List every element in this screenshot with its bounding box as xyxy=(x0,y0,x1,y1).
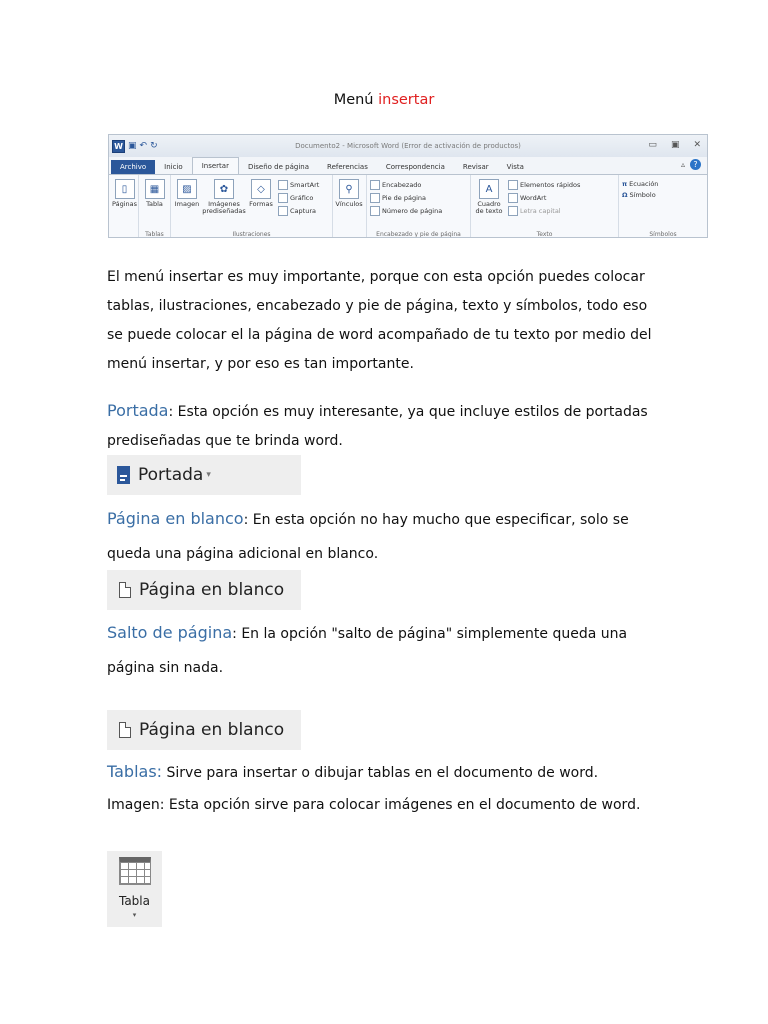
word-logo-icon: W xyxy=(112,140,125,153)
imagen-paragraph: Imagen: Esta opción sirve para colocar imágenes en el documento de word. xyxy=(107,797,641,813)
intro-paragraph: El menú insertar es muy importante, porque con esta opción puedes colocar tablas, ilustraciones, encabezado y pie de página, texto y símbolos, todo eso se puede colocar el la página de word acompañado de tu texto por medio del menú insertar, y por eso es tan importante. xyxy=(107,269,652,372)
table-icon: ▦ xyxy=(145,179,165,199)
tab-insertar[interactable]: Insertar xyxy=(192,157,239,174)
quick-parts-icon xyxy=(508,180,518,190)
ribbon-screenshot xyxy=(108,134,708,238)
close-icon[interactable]: ✕ xyxy=(693,140,701,150)
group-vinculos xyxy=(333,175,367,238)
elementos-button[interactable]: Elementos rápidos xyxy=(508,180,580,190)
imagen-ribbon-button[interactable]: ▨ Imagen xyxy=(174,179,200,238)
ecuacion-button[interactable]: π Ecuación xyxy=(622,180,659,188)
pagina-blanco-button[interactable]: Página en blanco xyxy=(107,570,301,610)
tablas-term: Tablas: xyxy=(107,762,163,781)
tab-vista[interactable]: Vista xyxy=(506,163,524,171)
clipart-icon: ✿ xyxy=(214,179,234,199)
blank-page-icon xyxy=(119,722,131,738)
group-ilustraciones: ▨ Imagen ✿ Imágenes prediseñadas ◇ Formas SmartArt Gráfico Captura Ilustraciones xyxy=(171,175,333,238)
formas-button[interactable]: ◇ Formas xyxy=(248,179,274,238)
captura-button[interactable]: Captura xyxy=(278,206,319,216)
group-paginas xyxy=(109,175,139,238)
minimize-icon[interactable]: ▭ xyxy=(648,140,657,150)
pie-button[interactable]: Pie de página xyxy=(370,193,442,203)
chevron-down-icon: ▾ xyxy=(206,470,211,480)
header-icon xyxy=(370,180,380,190)
page-title: Menú insertar xyxy=(333,92,435,108)
cuadro-texto-button[interactable]: A Cuadro de texto xyxy=(474,179,504,238)
cover-page-icon xyxy=(117,466,130,484)
omega-icon: Ω xyxy=(622,191,628,199)
drop-cap-icon xyxy=(508,206,518,216)
chevron-down-icon: ▾ xyxy=(132,911,137,919)
tabla-ribbon-button[interactable]: ▦ Tabla xyxy=(142,179,167,238)
salto-paragraph: Salto de página: En la opción "salto de página" simplemente queda una página sin nada. xyxy=(107,623,628,676)
quick-access-toolbar xyxy=(109,140,158,153)
wordart-icon xyxy=(508,193,518,203)
pi-icon: π xyxy=(622,180,628,188)
ribbon-tabs xyxy=(109,157,707,174)
portada-paragraph: Portada: Esta opción es muy interesante, ya que incluye estilos de portadas prediseñadas que te brinda word. xyxy=(107,401,648,449)
pages-icon: ▯ xyxy=(115,179,135,199)
collapse-ribbon-icon[interactable]: ▵ xyxy=(680,160,685,169)
tab-referencias[interactable]: Referencias xyxy=(327,163,368,171)
wordart-button[interactable]: WordArt xyxy=(508,193,580,203)
tab-revisar[interactable]: Revisar xyxy=(462,163,489,171)
document-title: Documento2 - Microsoft Word (Error de activación de productos) xyxy=(295,142,521,150)
table-icon xyxy=(119,857,151,885)
salto-term: Salto de página xyxy=(107,623,233,642)
tab-archivo[interactable]: Archivo xyxy=(111,160,155,174)
tab-inicio[interactable]: Inicio xyxy=(164,163,183,171)
link-icon: ⚲ xyxy=(339,179,359,199)
screenshot-icon xyxy=(278,206,288,216)
pagina-blanco-paragraph: Página en blanco: En esta opción no hay mucho que especificar, solo se queda una página adicional en blanco. xyxy=(107,509,629,562)
ribbon-titlebar xyxy=(109,135,707,157)
group-encabezado: Encabezado Pie de página Número de página Encabezado y pie de página xyxy=(367,175,471,238)
simbolo-button[interactable]: Ω Símbolo xyxy=(622,191,656,199)
save-icon[interactable]: ▣ xyxy=(128,141,137,151)
tab-diseno[interactable]: Diseño de página xyxy=(247,163,310,171)
encabezado-button[interactable]: Encabezado xyxy=(370,180,442,190)
tablas-paragraph: Tablas: Sirve para insertar o dibujar tablas en el documento de word. xyxy=(107,762,599,781)
chart-icon xyxy=(278,193,288,203)
paginas-button[interactable]: ▯ Páginas xyxy=(112,179,137,238)
shapes-icon: ◇ xyxy=(251,179,271,199)
window-controls xyxy=(648,140,701,150)
group-texto: A Cuadro de texto Elementos rápidos WordArt Letra capital Texto xyxy=(471,175,619,238)
blank-page-icon xyxy=(119,582,131,598)
grafico-button[interactable]: Gráfico xyxy=(278,193,319,203)
pagina-blanco-term: Página en blanco xyxy=(107,509,244,528)
tabla-button[interactable]: Tabla ▾ xyxy=(107,851,162,927)
portada-button[interactable]: Portada ▾ xyxy=(107,455,301,495)
smartart-icon xyxy=(278,180,288,190)
picture-icon: ▨ xyxy=(177,179,197,199)
undo-icon[interactable]: ↶ xyxy=(139,141,148,151)
redo-icon[interactable]: ↻ xyxy=(150,141,158,151)
help-icon[interactable]: ? xyxy=(690,159,701,170)
salto-button[interactable]: Página en blanco xyxy=(107,710,301,750)
numero-button[interactable]: Número de página xyxy=(370,206,442,216)
letra-capital-button[interactable]: Letra capital xyxy=(508,206,580,216)
smartart-button[interactable]: SmartArt xyxy=(278,180,319,190)
tab-correspondencia[interactable]: Correspondencia xyxy=(385,163,445,171)
imagenes-pre-button[interactable]: ✿ Imágenes prediseñadas xyxy=(204,179,244,238)
maximize-icon[interactable]: ▣ xyxy=(670,140,680,150)
group-simbolos: π Ecuación Ω Símbolo Símbolos xyxy=(622,180,677,238)
footer-icon xyxy=(370,193,380,203)
textbox-icon: A xyxy=(479,179,499,199)
vinculos-button[interactable]: ⚲ Vínculos xyxy=(336,179,362,238)
portada-term: Portada xyxy=(107,401,169,420)
page-number-icon xyxy=(370,206,380,216)
group-tablas: ▦ Tabla Tablas xyxy=(139,175,171,238)
title-accent: insertar xyxy=(378,92,435,108)
ribbon-body xyxy=(109,174,707,238)
